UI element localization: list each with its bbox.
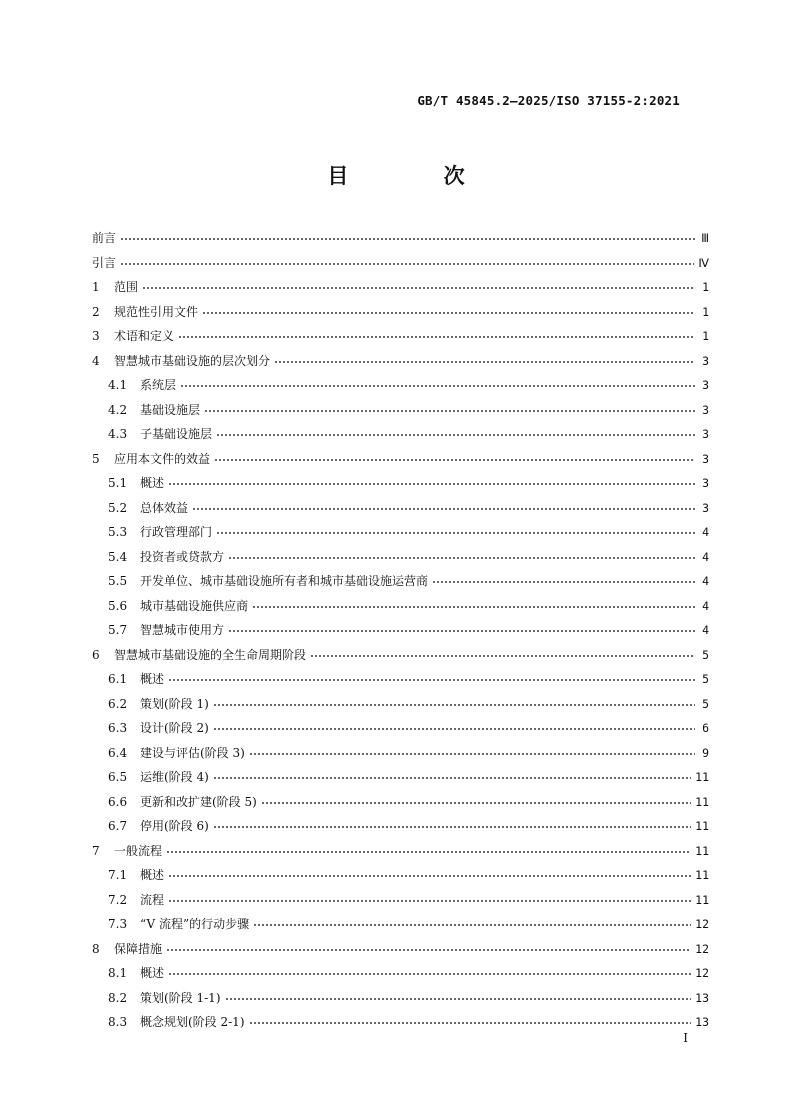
toc-entry-title: 概述 bbox=[140, 672, 165, 686]
toc-entry-number: 4.2 bbox=[108, 402, 128, 417]
toc-entry-title: 建设与评估(阶段 3) bbox=[140, 745, 245, 760]
toc-entry-title: 策划(阶段 1) bbox=[140, 696, 209, 711]
toc-leader-dots bbox=[166, 847, 691, 857]
toc-entry-title: 更新和改扩建(阶段 5) bbox=[140, 794, 257, 809]
toc-leader-dots bbox=[213, 724, 695, 734]
toc-entry-title: 智慧城市使用方 bbox=[140, 623, 225, 637]
toc-leader-dots bbox=[168, 675, 695, 685]
toc-leader-dots bbox=[216, 528, 695, 538]
toc-entry-page: 5 bbox=[702, 647, 709, 662]
toc-entry[interactable] bbox=[92, 349, 709, 374]
toc-leader-dots bbox=[253, 920, 691, 930]
toc-leader-dots bbox=[261, 798, 691, 808]
toc-entry[interactable] bbox=[92, 324, 709, 349]
toc-leader-dots bbox=[228, 553, 695, 563]
toc-entry[interactable] bbox=[92, 667, 709, 692]
toc-entry-number: 2 bbox=[92, 304, 100, 319]
toc-leader-dots bbox=[274, 357, 695, 367]
toc-entry-title: 停用(阶段 6) bbox=[140, 819, 209, 833]
toc-entry[interactable] bbox=[92, 300, 709, 325]
toc-entry-title: 应用本文件的效益 bbox=[114, 451, 211, 466]
toc-entry-page: 9 bbox=[702, 745, 709, 760]
toc-entry-title: 子基础设施层 bbox=[140, 427, 213, 441]
toc-entry[interactable] bbox=[92, 937, 709, 962]
toc-leader-dots bbox=[310, 651, 695, 661]
toc-leader-dots bbox=[192, 504, 695, 514]
toc-entry-page: 3 bbox=[702, 353, 709, 368]
toc-entry-number: 6.1 bbox=[108, 672, 128, 686]
toc-entry-title: 开发单位、城市基础设施所有者和城市基础设施运营商 bbox=[140, 574, 429, 588]
toc-entry-title: “V 流程”的行动步骤 bbox=[140, 917, 250, 931]
toc-entry-title: 概述 bbox=[140, 476, 165, 490]
toc-entry-title: 系统层 bbox=[140, 378, 177, 392]
toc-leader-dots bbox=[204, 406, 695, 416]
toc-entry-number: 5.3 bbox=[108, 525, 128, 539]
toc-entry-page: 6 bbox=[702, 721, 709, 735]
toc-entry-number: 8.3 bbox=[108, 1015, 128, 1029]
toc-entry-page: Ⅳ bbox=[698, 255, 709, 270]
toc-leader-dots bbox=[225, 994, 692, 1004]
toc-entry-number: 5.1 bbox=[108, 476, 128, 490]
toc-entry-page: 12 bbox=[695, 941, 709, 956]
toc-leader-dots bbox=[178, 332, 695, 342]
toc-entry-number: 6 bbox=[92, 647, 100, 662]
toc-entry-number: 6.4 bbox=[108, 745, 128, 760]
toc-entry-page: 4 bbox=[702, 623, 709, 637]
toc-entry-number: 4.3 bbox=[108, 427, 128, 441]
toc-entry[interactable] bbox=[92, 275, 709, 300]
toc-entry-title: 概念规划(阶段 2-1) bbox=[140, 1015, 245, 1029]
toc-entry-number: 6.3 bbox=[108, 721, 128, 735]
toc-leader-dots bbox=[180, 381, 695, 391]
toc-entry-number: 6.2 bbox=[108, 696, 128, 711]
toc-entry-title: 基础设施层 bbox=[140, 402, 201, 417]
toc-entry[interactable] bbox=[92, 692, 709, 717]
toc-leader-dots bbox=[214, 455, 695, 465]
toc-entry-page: 3 bbox=[702, 427, 709, 441]
toc-entry-number: 5.5 bbox=[108, 574, 128, 588]
toc-leader-dots bbox=[166, 945, 691, 955]
toc-entry-number: 5.4 bbox=[108, 549, 128, 564]
toc-entry[interactable] bbox=[92, 520, 709, 545]
toc-entry[interactable] bbox=[92, 226, 709, 251]
toc-entry[interactable] bbox=[92, 496, 709, 521]
toc-leader-dots bbox=[168, 479, 695, 489]
toc-leader-dots bbox=[216, 430, 695, 440]
page-number: Ⅰ bbox=[683, 1031, 688, 1045]
toc-leader-dots bbox=[202, 308, 695, 318]
toc-leader-dots bbox=[249, 749, 695, 759]
toc-entry-page: 12 bbox=[695, 917, 709, 931]
toc-entry-number: 8 bbox=[92, 941, 100, 956]
toc-entry-number: 4.1 bbox=[108, 378, 128, 392]
toc-entry-number: 7 bbox=[92, 843, 100, 858]
toc-entry-title: 术语和定义 bbox=[114, 329, 175, 343]
toc-entry-title: 策划(阶段 1-1) bbox=[140, 990, 221, 1005]
toc-leader-dots bbox=[168, 969, 691, 979]
toc-leader-dots bbox=[142, 283, 695, 293]
toc-entry-page: 5 bbox=[702, 672, 709, 686]
toc-leader-dots bbox=[213, 700, 695, 710]
toc-entry[interactable] bbox=[92, 373, 709, 398]
toc-entry[interactable] bbox=[92, 716, 709, 741]
toc-entry-number: 8.1 bbox=[108, 966, 128, 980]
toc-leader-dots bbox=[120, 234, 695, 244]
toc-entry[interactable] bbox=[92, 888, 709, 913]
toc-entry-page: 11 bbox=[695, 892, 709, 907]
toc-entry[interactable] bbox=[92, 422, 709, 447]
toc-entry[interactable] bbox=[92, 814, 709, 839]
toc-entry-page: 3 bbox=[702, 476, 709, 490]
toc-entry-number: 6.7 bbox=[108, 819, 128, 833]
toc-entry[interactable] bbox=[92, 398, 709, 423]
page-title: 目 次 bbox=[327, 164, 509, 188]
toc-entry-title: 范围 bbox=[114, 280, 139, 294]
toc-entry-number: 6.6 bbox=[108, 794, 128, 809]
toc-entry-number: 6.5 bbox=[108, 770, 128, 784]
toc-leader-dots bbox=[168, 871, 691, 881]
toc-entry-page: 3 bbox=[702, 378, 709, 392]
toc-entry-page: 3 bbox=[702, 500, 709, 515]
toc-entry-page: 11 bbox=[695, 843, 709, 858]
toc-entry-number: 1 bbox=[92, 280, 100, 294]
toc-entry[interactable] bbox=[92, 961, 709, 986]
toc-entry-page: 4 bbox=[702, 598, 709, 613]
toc-entry-page: 5 bbox=[702, 696, 709, 711]
toc-entry-title: 概述 bbox=[140, 868, 165, 882]
toc-entry-title: 引言 bbox=[92, 255, 117, 270]
toc-leader-dots bbox=[120, 259, 694, 269]
toc-leader-dots bbox=[249, 1018, 692, 1028]
toc-leader-dots bbox=[228, 626, 695, 636]
toc-entry[interactable] bbox=[92, 545, 709, 570]
toc-entry[interactable] bbox=[92, 863, 709, 888]
toc-entry[interactable] bbox=[92, 839, 709, 864]
toc-entry-number: 7.3 bbox=[108, 917, 128, 931]
toc-entry[interactable] bbox=[92, 594, 709, 619]
toc-entry[interactable] bbox=[92, 643, 709, 668]
toc-entry-title: 行政管理部门 bbox=[140, 525, 213, 539]
toc-entry-title: 智慧城市基础设施的全生命周期阶段 bbox=[114, 647, 307, 662]
toc-entry-title: 投资者或贷款方 bbox=[140, 549, 225, 564]
toc-leader-dots bbox=[213, 822, 691, 832]
toc-entry[interactable] bbox=[92, 986, 709, 1011]
toc-entry-page: 13 bbox=[695, 990, 709, 1005]
toc-entry-title: 一般流程 bbox=[114, 843, 163, 858]
toc-entry-page: 11 bbox=[695, 794, 709, 809]
toc-leader-dots bbox=[432, 577, 695, 587]
toc-entry-page: 1 bbox=[702, 280, 709, 294]
toc-entry-number: 7.2 bbox=[108, 892, 128, 907]
toc-entry-page: 3 bbox=[702, 402, 709, 417]
toc-entry-page: 4 bbox=[702, 574, 709, 588]
toc-entry-title: 概述 bbox=[140, 966, 165, 980]
toc-entry-title: 设计(阶段 2) bbox=[140, 721, 209, 735]
toc-entry-page: Ⅲ bbox=[701, 231, 709, 245]
toc-entry[interactable] bbox=[92, 741, 709, 766]
toc-entry-title: 总体效益 bbox=[140, 500, 189, 515]
table-of-contents bbox=[92, 226, 709, 1035]
toc-entry-page: 11 bbox=[695, 819, 709, 833]
toc-entry[interactable] bbox=[92, 790, 709, 815]
toc-entry-title: 运维(阶段 4) bbox=[140, 770, 209, 784]
toc-entry[interactable] bbox=[92, 912, 709, 937]
toc-leader-dots bbox=[213, 773, 691, 783]
toc-entry-number: 5.2 bbox=[108, 500, 128, 515]
toc-entry-number: 4 bbox=[92, 353, 100, 368]
toc-entry-title: 智慧城市基础设施的层次划分 bbox=[114, 353, 271, 368]
toc-entry-title: 保障措施 bbox=[114, 941, 163, 956]
toc-entry[interactable] bbox=[92, 618, 709, 643]
toc-entry-number: 3 bbox=[92, 329, 100, 343]
toc-entry-page: 3 bbox=[702, 451, 709, 466]
toc-leader-dots bbox=[252, 602, 695, 612]
toc-entry-number: 5.6 bbox=[108, 598, 128, 613]
toc-leader-dots bbox=[168, 896, 691, 906]
toc-entry[interactable] bbox=[92, 765, 709, 790]
toc-entry-page: 4 bbox=[702, 549, 709, 564]
toc-entry-page: 13 bbox=[695, 1015, 709, 1029]
toc-entry-title: 前言 bbox=[92, 231, 117, 245]
toc-entry[interactable] bbox=[92, 251, 709, 276]
toc-entry[interactable] bbox=[92, 447, 709, 472]
toc-entry-page: 1 bbox=[702, 329, 709, 343]
toc-entry-page: 12 bbox=[695, 966, 709, 980]
toc-entry-page: 11 bbox=[695, 868, 709, 882]
toc-entry[interactable] bbox=[92, 1010, 709, 1035]
toc-entry-number: 8.2 bbox=[108, 990, 128, 1005]
toc-entry-title: 流程 bbox=[140, 892, 165, 907]
toc-entry-title: 规范性引用文件 bbox=[114, 304, 199, 319]
toc-entry-number: 5 bbox=[92, 451, 100, 466]
toc-entry-number: 5.7 bbox=[108, 623, 128, 637]
toc-entry[interactable] bbox=[92, 569, 709, 594]
toc-entry-page: 1 bbox=[702, 304, 709, 319]
toc-entry-number: 7.1 bbox=[108, 868, 128, 882]
standard-number: GB/T 45845.2—2025/ISO 37155-2:2021 bbox=[417, 93, 680, 108]
toc-entry-page: 4 bbox=[702, 525, 709, 539]
toc-entry-title: 城市基础设施供应商 bbox=[140, 598, 249, 613]
toc-entry-page: 11 bbox=[695, 770, 709, 784]
toc-entry[interactable] bbox=[92, 471, 709, 496]
